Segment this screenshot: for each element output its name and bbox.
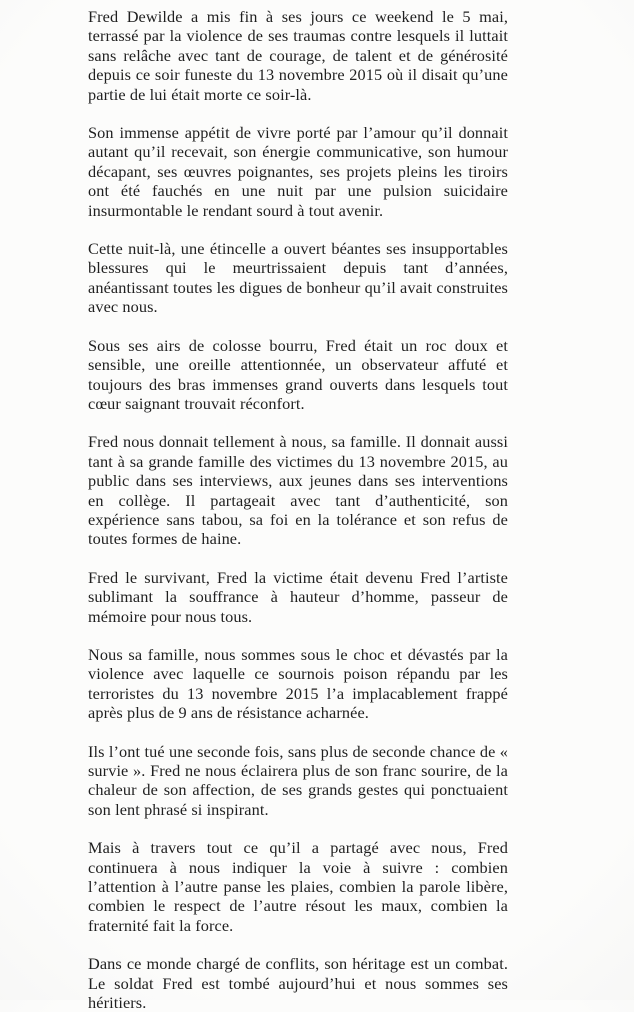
paragraph: Nous sa famille, nous sommes sous le choc et dévastés par la violence avec laquelle ce sournois poison répandu par les terroristes du 13 novembre 2015 l’a implacablement frappé après plus de 9 ans de résistance acharnée.: [88, 644, 508, 723]
paragraph: Mais à travers tout ce qu’il a partagé avec nous, Fred continuera à nous indiquer la voie à suivre : combien l’attention à l’autre panse les plaies, combien la parole libère, combien le respect de l’autre résout les maux, combien la fraternité fait la force.: [88, 838, 508, 935]
paragraph: Ils l’ont tué une seconde fois, sans plus de seconde chance de « survie ». Fred ne nous éclairera plus de son franc sourire, de la chaleur de son affection, de ses grands gestes qui ponctuaient son lent phrasé si inspirant.: [88, 741, 508, 819]
paragraph: Sous ses airs de colosse bourru, Fred était un roc doux et sensible, une oreille attentionnée, un observateur affuté et toujours des bras immenses grand ouverts dans lesquels tout cœur saignant trouvait réconfort.: [88, 335, 508, 413]
paragraph: Fred le survivant, Fred la victime était devenu Fred l’artiste sublimant la souffrance à hauteur d’homme, passeur de mémoire pour nous tous.: [88, 567, 508, 626]
paragraph: Fred Dewilde a mis fin à ses jours ce weekend le 5 mai, terrassé par la violence de ses traumas contre lesquels il luttait sans relâche avec tant de courage, de talent et de générosité depuis ce soir funeste du 13 novembre 2015 où il disait qu’une partie de lui était morte ce soir-là.: [88, 7, 508, 104]
document-body-text: [88, 7, 508, 1012]
paragraph: Dans ce monde chargé de conflits, son héritage est un combat. Le soldat Fred est tombé aujourd’hui et nous sommes ses héritiers.: [88, 954, 508, 1012]
paragraph: Son immense appétit de vivre porté par l’amour qu’il donnait autant qu’il recevait, son énergie communicative, son humour décapant, ses œuvres poignantes, ses projets pleins les tiroirs ont été fauchés en une nuit par une pulsion suicidaire insurmontable le rendant sourd à tout avenir.: [88, 123, 508, 220]
paragraph: Fred nous donnait tellement à nous, sa famille. Il donnait aussi tant à sa grande famille des victimes du 13 novembre 2015, au public dans ses interviews, aux jeunes dans ses interventions en collège. Il partageait avec tant d’authenticité, son expérience sans tabou, sa foi en la tolérance et son refus de toutes formes de haine.: [88, 432, 508, 549]
paragraph: Cette nuit-là, une étincelle a ouvert béantes ses insupportables blessures qui le meurtrissaient depuis tant d’années, anéantissant toutes les digues de bonheur qu’il avait construites avec nous.: [88, 239, 508, 317]
